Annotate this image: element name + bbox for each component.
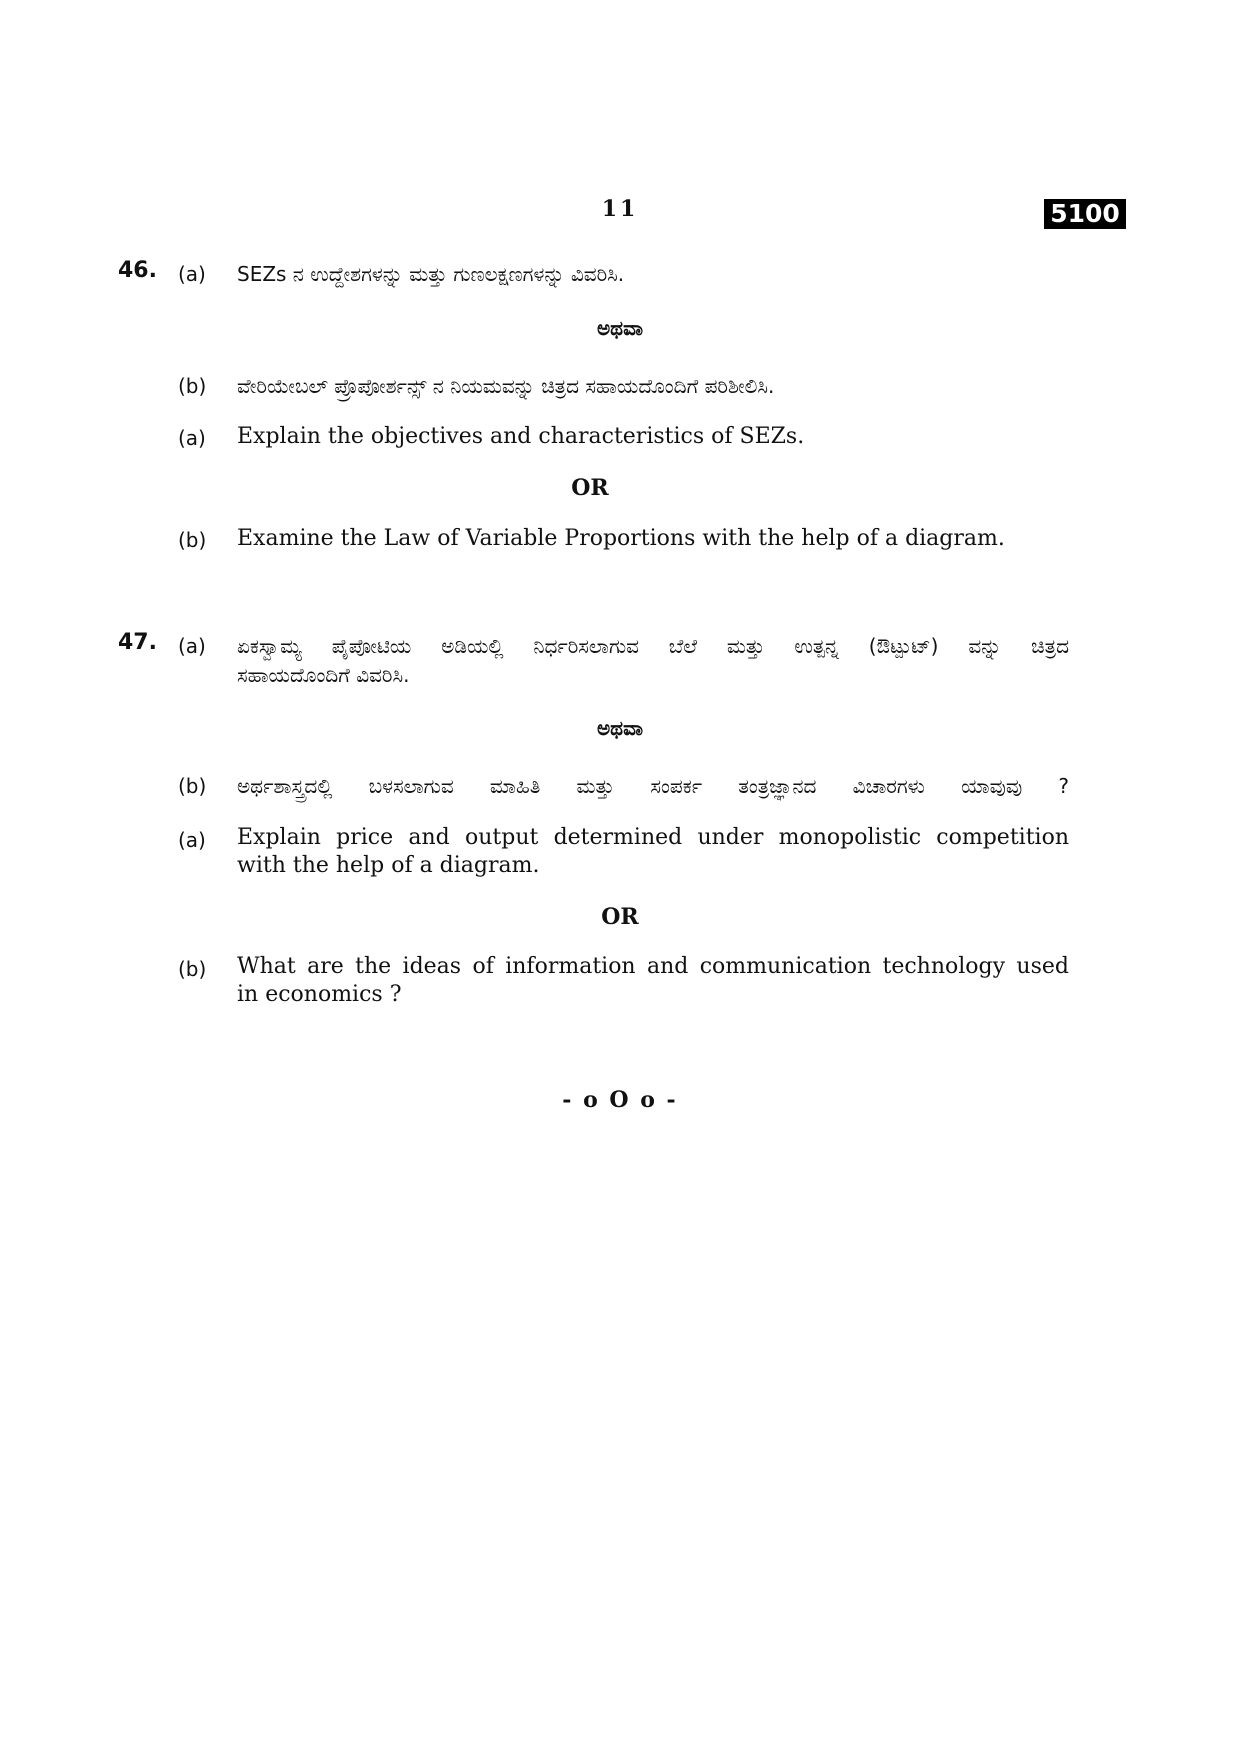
q46-kn-or: ಅಥವಾ bbox=[597, 316, 643, 340]
q47-en-b-line1: What are the ideas of information and communication technology used bbox=[237, 954, 1069, 979]
page-number: 11 bbox=[601, 196, 639, 222]
q46-en-a-label: (a) bbox=[178, 426, 206, 450]
end-of-paper-mark: - o O o - bbox=[562, 1087, 678, 1113]
q47-kn-a-line2: ಸಹಾಯದೊಂದಿಗೆ ವಿವರಿಸಿ. bbox=[237, 663, 410, 687]
q46-en-b-label: (b) bbox=[178, 528, 207, 552]
q46-kn-a-text: SEZs ನ ಉದ್ದೇಶಗಳನ್ನು ಮತ್ತು ಗುಣಲಕ್ಷಣಗಳನ್ನು ವಿವರಿಸಿ. bbox=[237, 262, 625, 286]
q47-kn-b-text: ಅರ್ಥಶಾಸ್ತ್ರದಲ್ಲಿ ಬಳಸಲಾಗುವ ಮಾಹಿತಿ ಮತ್ತು ಸಂಪರ್ಕ ತಂತ್ರಜ್ಞಾನದ ವಿಚಾರಗಳು ಯಾವುವು ? bbox=[237, 774, 1069, 798]
q46-kn-a-label: (a) bbox=[178, 262, 206, 286]
q47-en-or: OR bbox=[601, 904, 639, 930]
paper-code-badge: 5100 bbox=[1044, 199, 1126, 229]
q47-en-b-line2: in economics ? bbox=[237, 982, 402, 1007]
q47-en-b-label: (b) bbox=[178, 957, 207, 981]
q47-kn-a-line1: ಏಕಸ್ವಾಮ್ಯ ಪೈಪೋಟಿಯ ಅಡಿಯಲ್ಲಿ ನಿರ್ಧರಿಸಲಾಗುವ ಬೆಲೆ ಮತ್ತು ಉತ್ಪನ್ನ (ಔಟ್ಪುಟ್) ವನ್ನು ಚಿತ್ರದ bbox=[237, 634, 1069, 658]
q47-kn-or: ಅಥವಾ bbox=[597, 716, 643, 740]
q46-en-b-text: Examine the Law of Variable Proportions with the help of a diagram. bbox=[237, 526, 1005, 551]
q46-kn-b-label: (b) bbox=[178, 374, 207, 398]
q46-kn-b-text: ವೇರಿಯೇಬಲ್ ಪ್ರೊಪೋರ್ಶನ್ಸ್ ನ ನಿಯಮವನ್ನು ಚಿತ್ರದ ಸಹಾಯದೊಂದಿಗೆ ಪರಿಶೀಲಿಸಿ. bbox=[237, 374, 775, 398]
q46-en-a-text: Explain the objectives and characteristics of SEZs. bbox=[237, 424, 805, 449]
question-47-number: 47. bbox=[118, 630, 157, 655]
question-46-number: 46. bbox=[118, 258, 157, 283]
q46-en-or: OR bbox=[571, 475, 609, 501]
q47-en-a-label: (a) bbox=[178, 828, 206, 852]
q47-en-a-line2: with the help of a diagram. bbox=[237, 853, 540, 878]
q47-en-a-line1: Explain price and output determined under monopolistic competition bbox=[237, 825, 1069, 850]
q47-kn-a-label: (a) bbox=[178, 634, 206, 658]
q47-kn-b-label: (b) bbox=[178, 774, 207, 798]
